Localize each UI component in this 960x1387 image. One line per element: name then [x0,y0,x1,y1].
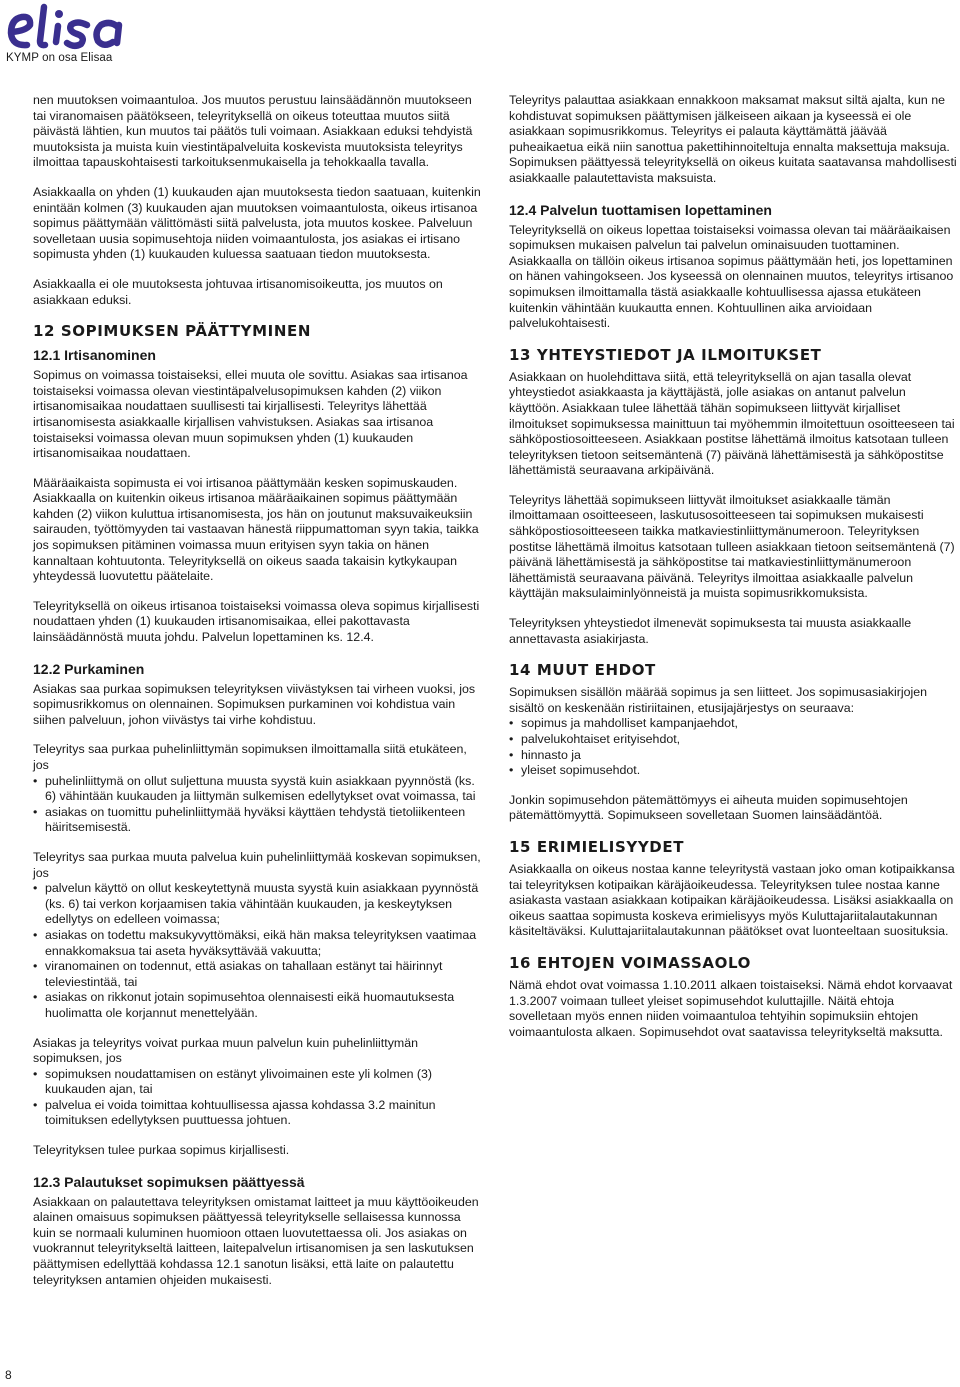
logo-subtitle: KYMP on osa Elisaa [6,52,113,64]
page-number: 8 [5,1368,12,1382]
bullet-list [33,881,483,1021]
list-item: • asiakas on todettu maksukyvyttömäksi, eikä hän maksa teleyrityksen vaatimaa ennakkomaksua tai aseta hyväksyttävää vakuutta; [33,928,483,959]
section-heading: 12.1 Irtisanominen [33,347,156,364]
list-item: • puhelinliittymä on ollut suljettuna muusta syystä kuin asiakkaan pyynnöstä (ks. 6) vähintään kuukauden ja liittymän sulkemisen edellytykset ovat voimassa, tai [33,774,483,805]
paragraph: Asiakkaan on palautettava teleyrityksen omistamat laitteet ja muu käyttöoikeuden alainen omaisuus sopimuksen päättyessä teleyritykselle sellaisessa kunnossa kuin se normaali kuluminen huomioon ottaen luovutettaessa oli. Jos asiakas on vuokrannut teleyritykseltä laitteen, laitepalvelun irtisanomisen ja sen laskutuksen päättymisen edellyttää kohdassa 12.1 sanotun lisäksi, että laite on palautettu teleyrityksen antamien ohjeiden mukaisesti. [33,1194,479,1287]
right-column [509,93,959,1054]
paragraph: Nämä ehdot ovat voimassa 1.10.2011 alkaen toistaiseksi. Nämä ehdot korvaavat 1.3.2007 voimaan tulleet yleiset sopimusehdot kuluttajille. Näitä ehtoja sovelletaan myös ennen niiden voimaantuloa tehtyihin sopimuksiin ehtojen voimaantulosta alkaen. Sopimusehdot ovat saatavissa teleyritykseltä maksutta. [509,977,953,1039]
paragraph: Teleyritys palauttaa asiakkaan ennakkoon maksamat maksut siltä ajalta, kun ne kohdistuvat sopimuksen päättymisen jälkeiseen aikaan ja kyseessä ei ole asiakkaan sopimusrikkomus. Teleyritys ei palauta käyttämättä jäävää puheaikaetua eikä niin sanottua pakettihinnoiteltuja ennalta maksettuja maksuja. Sopimuksen päättyessä teleyrityksellä on oikeus kuitata saatavansa mahdollisesti asiakkaalle palautettavista maksuista. [509,93,957,185]
bullet-list [33,774,483,836]
list-item: • palvelun käyttö on ollut keskeytettynä muusta syystä kuin asiakkaan pyynnöstä (ks. 6) tai verkon korjaamisen takia vähintään kuukauden, ja keskeytyksen edellytys on edelleen voimassa; [33,881,483,928]
section-heading: 16 EHTOJEN VOIMASSAOLO [509,953,751,972]
paragraph: Teleyrityksellä on oikeus irtisanoa toistaiseksi voimassa oleva sopimus kirjallisesti noudattaen yhden (1) kuukauden irtisanomisaikaa, ellei pakottavasta lainsäädännöstä muuta johdu. Palvelun lopettaminen ks. 12.4. [33,598,480,645]
section-heading: 14 MUUT EHDOT [509,661,656,680]
list-item: • sopimuksen noudattamisen on estänyt ylivoimainen este yli kolmen (3) kuukauden ajan, tai [33,1067,483,1098]
elisa-logo-icon [6,2,124,52]
list-item: • asiakas on tuomittu puhelinliittymää hyväksi käyttäen tehdystä tietoliikenteen häiritsemisestä. [33,805,483,836]
paragraph: Asiakkaan on huolehdittava siitä, että teleyrityksellä on ajan tasalla olevat yhteystiedot asiakkaasta ja käyttäjästä, jolle asiakas on antanut palvelun käyttöön. Asiakkaan tulee lähettää tähän sopimukseen liittyvät kirjalliset ilmoitukset sopimuksessa mainittuun tai myöhemmin ilmoitettuun osoitteeseen tai sähköpostiosoitteeseen. Asiakkaan postitse lähettämä ilmoitus katsotaan tulleen teleyrityksen tietoon seitsemäntenä (7) päivänä lähettämisestä ja sähköpostitse lähettämistä seuraavana arkipäivänä. [509,369,955,478]
paragraph: Määräaikaista sopimusta ei voi irtisanoa päättymään kesken sopimuskauden. Asiakkaalla on kuitenkin oikeus irtisanoa määräaikainen sopimus päättymään kahden (2) viikon kuluttua irtisanomisesta, jos hän on joutunut maksuvaikeuksiin sairauden, työttömyyden tai vastaavan hänestä riippumattoman syyn takia, taikka jos sopimuksen pitäminen voimassa muun erityisen syyn takia on hänen kannaltaan kohtuutonta. Teleyrityksellä on oikeus saada takaisin kytkykaupan yhteydessä luovutettu päätelaite. [33,475,479,584]
section-heading: 12.2 Purkaminen [33,660,145,677]
paragraph: nen muutoksen voimaantuloa. Jos muutos perustuu lainsäädännön muutokseen tai viranomaisen päätökseen, teleyrityksellä on oikeus toteuttaa muutos siitä päivästä lähtien, kun muutos tai päätös tuli voimaan. Asiakkaan eduksi tehdyistä muutoksista ja muista kuin viestintäpalveluita koskevista muutoksista teleyritys ilmoittaa tapauskohtaisesti tarkoituksenmukaisella ja tehokkaalla tavalla. [33,93,473,170]
paragraph: Asiakas ja teleyritys voivat purkaa muun palvelun kuin puhelinliittymän sopimuksen, jos [33,1035,418,1066]
list-item: • palvelua ei voida toimittaa kohtuullisessa ajassa kohdassa 3.2 mainitun toimituksen edellytyksen puuttuessa johtuen. [33,1098,483,1129]
left-column [33,93,483,1302]
paragraph: Asiakas saa purkaa sopimuksen teleyrityksen viivästyksen tai virheen vuoksi, jos sopimusrikkomus on olennainen. Sopimuksen purkaminen voi kohdistua vain siihen palveluun, johon viivästys tai virhe kohdistuu. [33,681,476,727]
list-item: • yleiset sopimusehdot. [509,763,959,779]
paragraph: Teleyrityksen tulee purkaa sopimus kirjallisesti. [33,1143,290,1158]
list-item: • asiakas on rikkonut jotain sopimusehtoa olennaisesti eikä huomautuksesta huolimatta ole korjannut menettelyään. [33,990,483,1021]
section-heading: 15 ERIMIELISYYDET [509,837,685,856]
paragraph: Asiakkaalla on yhden (1) kuukauden ajan muutoksesta tiedon saatuaan, kuitenkin enintään kolmen (3) kuukauden ajan muutoksen voimaantulosta, oikeus irtisanoa sopimus päättymään välittömästi siitä palvelusta, jota muutos koskee. Palveluun sovelletaan uusia sopimusehtoja niiden voimaantulosta, jos asiakas ei irtisano sopimusta yhden (1) kuukauden kuluessa saatuaan tiedon muutoksesta. [33,184,481,262]
paragraph: Teleyritys saa purkaa muuta palvelua kuin puhelinliittymää koskevan sopimuksen, jos [33,849,481,880]
list-item: • sopimus ja mahdolliset kampanjaehdot, [509,716,959,732]
paragraph: Asiakkaalla on oikeus nostaa kanne teleyritystä vastaan joko oman kotipaikkansa tai teleyrityksen kotipaikan käräjäoikeudessa. Teleyrityksen tulee nostaa kanne asiakasta vastaan asiakkaan kotipaikan käräjäoikeudessa. Lisäksi asiakkaalla on oikeus saattaa sopimusta koskeva erimielisyys myös Kuluttajariitalautakunnan käsiteltäväksi. Kuluttajariitalautakunnan päätökset ovat luonteeltaan suosituksia. [509,861,955,939]
paragraph: Asiakkaalla ei ole muutoksesta johtuvaa irtisanomisoikeutta, jos muutos on asiakkaan eduksi. [33,276,443,307]
list-item: • palvelukohtaiset erityisehdot, [509,732,959,748]
list-item: • viranomainen on todennut, että asiakas on tahallaan estänyt tai häirinnyt televiestintää, tai [33,959,483,990]
paragraph: Teleyrityksellä on oikeus lopettaa toistaiseksi voimassa olevan tai määräaikaisen sopimuksen mukaisen palvelun tai palvelun ominaisuuden tuottaminen. Asiakkaalla on tällöin oikeus irtisanoa sopimus päättymään heti, jos lopettaminen on hänen vahingokseen. Jos kyseessä on olennainen muutos, teleyritys irtisanoo sopimuksen ilmoittamalla tästä asiakkaalle kohtuullisessa ajassa etukäteen kuitenkin vähintään kuukautta ennen. Kohtuullinen aika arvioidaan palvelukohtaisesti. [509,222,954,331]
paragraph: Jonkin sopimusehdon pätemättömyys ei aiheuta muiden sopimusehtojen pätemättömyyttä. Sopimukseen sovelletaan Suomen lainsäädäntöä. [509,792,908,823]
section-heading: 12.4 Palvelun tuottamisen lopettaminen [509,201,772,218]
section-heading: 12 SOPIMUKSEN PÄÄTTYMINEN [33,322,311,341]
paragraph: Sopimuksen sisällön määrää sopimus ja sen liitteet. Jos sopimusasiakirjojen sisältö on keskenään ristiriitainen, etusijajärjestys on seuraava: [509,685,928,715]
brand-logo [6,2,126,64]
section-heading: 13 YHTEYSTIEDOT JA ILMOITUKSET [509,345,822,364]
paragraph: Teleyrityksen yhteystiedot ilmenevät sopimuksesta tai muusta asiakkaalle annettavasta asiakirjasta. [509,616,912,646]
section-heading: 12.3 Palautukset sopimuksen päättyessä [33,1173,305,1190]
bullet-list [509,716,959,778]
bullet-list [33,1067,483,1129]
list-item: • hinnasto ja [509,748,959,764]
paragraph: Teleyritys saa purkaa puhelinliittymän sopimuksen ilmoittamalla siitä etukäteen, jos [33,742,467,772]
paragraph: Sopimus on voimassa toistaiseksi, ellei muuta ole sovittu. Asiakas saa irtisanoa toistaiseksi voimassa olevan viestintäpalvelusopimuksen kahden (2) viikon irtisanomisaikaa noudattaen suullisesti tai kirjallisesti. Teleyritys lähettää irtisanomisesta asiakkaalle kirjallisen vahvistuksen. Asiakas saa irtisanoa toistaiseksi voimassa olevan muun sopimuksen yhden (1) kuukauden irtisanomisaikaa noudattaen. [33,368,468,461]
paragraph: Teleyritys lähettää sopimukseen liittyvät ilmoitukset asiakkaalle tämän ilmoittamaan osoitteeseen, laskutusosoitteeseen tai sopimuksen mukaisesti sähköpostiosoitteeseen taikka matkaviestinliittymänumeroon. Teleyrityksen postitse lähettämä ilmoitus katsotaan tulleen asiakkaan tietoon seitsemäntenä (7) päivänä lähettämisestä ja sähköpostitse tai matkaviestinliittymänumeroon lähettämistä seuraavana päivänä. Teleyritys ilmoittaa asiakkaalle palvelun käyttäjän maksulaiminlyönneistä ja muista sopimusrikkomuksista. [509,492,955,601]
